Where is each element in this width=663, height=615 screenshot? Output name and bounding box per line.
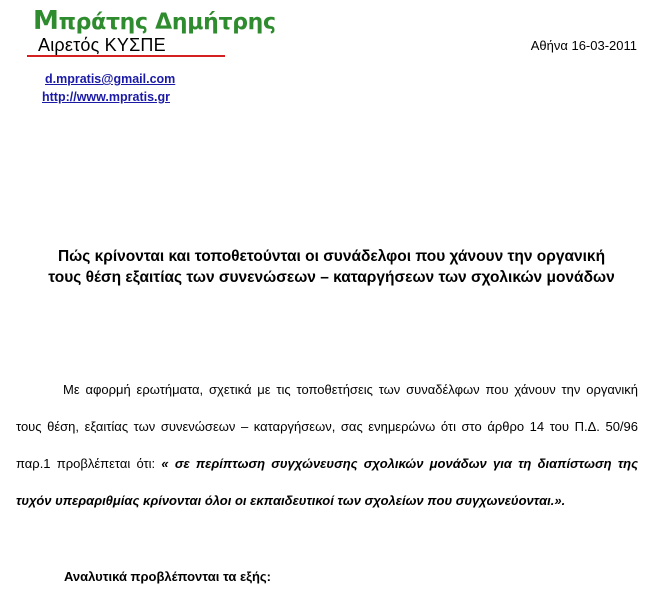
legal-quote: « σε περίπτωση συγχώνευσης σχολικών μονάδων για τη διαπίστωση της τυχόν υπεραριθμίας κρίνονται όλοι οι εκπαιδευτικοί των σχολείων που συγχωνεύονται.». bbox=[16, 456, 638, 508]
website-link-wrapper bbox=[42, 90, 170, 104]
paragraph-intro-text: Με αφορμή ερωτήματα, σχετικά με τις τοποθετήσεις των συναδέλφων που χάνουν την οργανική τους θέση, εξαιτίας των συνενώσεων – καταργήσεων, σας ενημερώνω ότι στο άρθρο 14 του Π.Δ. 50/96 παρ.1 προβλέπεται ότι: bbox=[16, 382, 638, 471]
author-role: Αιρετός ΚΥΣΠΕ bbox=[38, 35, 166, 55]
header-red-rule bbox=[27, 55, 225, 57]
author-name-logo bbox=[33, 6, 276, 36]
section-subheading: Αναλυτικά προβλέπονται τα εξής: bbox=[64, 569, 271, 584]
document-date: Αθήνα 16-03-2011 bbox=[530, 38, 637, 53]
website-link[interactable]: http://www.mpratis.gr bbox=[42, 90, 171, 104]
email-link[interactable]: d.mpratis@gmail.com bbox=[45, 72, 176, 86]
document-title bbox=[20, 246, 643, 288]
title-line-1: Πώς κρίνονται και τοποθετούνται οι συνάδελφοι που χάνουν την οργανική bbox=[57, 248, 606, 265]
title-line-2: τους θέση εξαιτίας των συνενώσεων – καταργήσεων των σχολικών μονάδων bbox=[48, 269, 615, 286]
logo-initial: Μ bbox=[33, 6, 59, 36]
logo-name-rest: πράτης Δημήτρης bbox=[58, 10, 276, 35]
body-paragraph bbox=[16, 371, 638, 519]
email-link-wrapper bbox=[45, 72, 175, 86]
